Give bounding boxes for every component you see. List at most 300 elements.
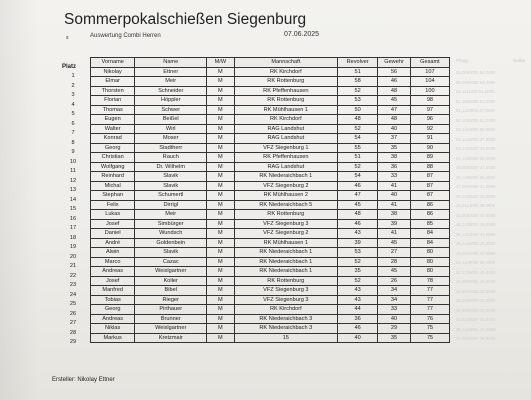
faded-value-row: 52,1200000 45,0000	[456, 269, 496, 275]
cell-gewehr: 41	[378, 200, 411, 210]
cell-revolver: 52	[338, 162, 378, 172]
platz-number: 28	[69, 329, 77, 336]
cell-name: Koller	[135, 276, 207, 286]
cell-gewehr: 56	[378, 67, 411, 77]
platz-number: 15	[69, 206, 77, 212]
cell-vorname: Thomas	[91, 105, 135, 115]
results-table	[90, 57, 450, 343]
table-row	[91, 124, 450, 134]
cell-revolver: 40	[338, 333, 378, 343]
cell-gesamt: 92	[410, 124, 449, 134]
table-row	[91, 210, 450, 220]
cell-name: Bibel	[135, 286, 207, 296]
faded-value-row: 44,0120000 40,0000	[456, 317, 496, 322]
table-row	[91, 276, 450, 286]
cell-revolver: 53	[338, 96, 378, 106]
document-subtitle: Auswertung Combi Herren	[90, 33, 161, 39]
cell-mannschaft: RK Rottenburg	[234, 77, 337, 87]
table-row	[91, 333, 450, 343]
cell-mw: M	[207, 200, 234, 210]
cell-gesamt: 97	[410, 105, 449, 115]
cell-vorname: Markus	[91, 333, 135, 343]
cell-mw: M	[207, 86, 234, 96]
cell-revolver: 43	[338, 295, 378, 305]
cell-name: Slavik	[135, 172, 207, 182]
platz-number: 1	[71, 73, 75, 79]
table-row	[91, 172, 450, 182]
faded-value-row: 45,0000000 38,0000	[456, 279, 496, 284]
cell-mw: M	[207, 134, 234, 144]
cell-mannschaft: RK Pfeffenhausen	[234, 153, 337, 163]
table-row	[91, 67, 450, 77]
platz-number: 25	[69, 301, 77, 307]
table-row	[91, 181, 450, 191]
faded-value-row: 43,9000000 33,0000	[456, 307, 496, 313]
header-name: Name	[135, 58, 207, 68]
cell-mw: M	[207, 267, 234, 277]
faded-header-label: Gelbe	[512, 58, 525, 63]
cell-name: Dirrigl	[135, 200, 207, 210]
cell-mannschaft: 15	[234, 333, 337, 343]
cell-name: Schwer	[135, 105, 207, 115]
cell-name: Stadtherr	[135, 143, 207, 153]
cell-gewehr: 48	[378, 86, 411, 96]
platz-number: 14	[69, 196, 77, 203]
cell-gewehr: 40	[378, 124, 411, 134]
cell-name: Weixlgartner	[135, 324, 207, 334]
cell-mannschaft: RK Mühlhausen 2	[234, 191, 337, 201]
cell-gesamt: 98	[410, 96, 449, 106]
platz-column	[62, 72, 84, 348]
cell-mw: M	[207, 115, 234, 125]
cell-gewehr: 48	[378, 115, 411, 125]
cell-gesamt: 107	[410, 67, 449, 77]
table-row	[91, 105, 450, 115]
cell-name: Höppler	[135, 96, 207, 106]
faded-value-row: 48,0000000 42,0000	[456, 250, 496, 256]
cell-gesamt: 96	[410, 115, 449, 125]
cell-vorname: Josef	[91, 276, 135, 286]
faded-value-row: 49,1405000 55,0000	[456, 174, 496, 180]
cell-gesamt: 85	[410, 219, 449, 229]
cell-gewehr: 27	[378, 248, 411, 258]
cell-mw: M	[207, 191, 234, 201]
cell-gesamt: 75	[410, 324, 449, 334]
cell-name: Rieger	[135, 295, 207, 305]
table-body	[91, 67, 450, 343]
faded-value-row: 55,0000000 54,0000	[456, 70, 496, 75]
faded-value-row: 51,1110000 47,0000	[456, 108, 495, 113]
cell-name: Beißel	[135, 115, 207, 125]
table-row	[91, 238, 450, 248]
cell-revolver: 46	[338, 324, 378, 334]
platz-number: 8	[71, 139, 75, 146]
faded-value-row: 48,0000000 47,0000	[456, 165, 496, 170]
platz-number: 16	[69, 215, 77, 222]
cell-vorname: Florian	[91, 96, 135, 106]
cell-vorname: Georg	[91, 143, 135, 153]
header-gewehr: Gewehr	[378, 58, 411, 68]
faded-value-row: 42,0000000 35,0000	[456, 336, 496, 341]
cell-name: Schumertl	[135, 191, 207, 201]
table-row	[91, 295, 450, 305]
cell-mw: M	[207, 333, 234, 343]
platz-number: 10	[69, 158, 77, 165]
cell-gewehr: 47	[378, 105, 411, 115]
cell-mannschaft: RK Rottenburg	[234, 210, 337, 220]
cell-name: Goldenbein	[135, 238, 207, 248]
cell-mw: M	[207, 162, 234, 172]
cell-mannschaft: RK Kirchdorf	[234, 115, 337, 125]
cell-name: Simbürger	[135, 219, 207, 229]
cell-revolver: 45	[338, 200, 378, 210]
table-row	[91, 77, 450, 87]
table-header-row	[91, 58, 450, 68]
cell-vorname: Michal	[91, 181, 135, 191]
faded-value-row: 58,0000000 54,0000	[456, 79, 496, 85]
cell-name: Wundsch	[135, 229, 207, 239]
cell-mw: M	[207, 181, 234, 191]
subtitle-mark: s	[66, 35, 69, 41]
platz-number: 21	[69, 263, 77, 269]
cell-gesamt: 86	[410, 200, 449, 210]
cell-mw: M	[207, 172, 234, 182]
cell-name: Kretzmair	[135, 333, 207, 343]
table-row	[91, 200, 450, 210]
faded-value-row: 46,1410000 42,0000	[456, 193, 496, 199]
cell-gesamt: 77	[410, 295, 449, 305]
cell-gesamt: 89	[410, 153, 449, 163]
table-row	[91, 248, 450, 258]
cell-gesamt: 88	[410, 162, 449, 172]
cell-mannschaft: RK Mühlhausen 1	[234, 105, 337, 115]
platz-number: 26	[69, 310, 77, 317]
platz-header: Platz	[62, 64, 77, 70]
cell-gesamt: 78	[410, 276, 449, 286]
cell-gesamt: 80	[410, 267, 449, 277]
table-row	[91, 153, 450, 163]
platz-number: 17	[69, 225, 77, 231]
cell-gesamt: 91	[410, 134, 449, 144]
cell-mannschaft: VFZ Siegenburg 2	[234, 229, 337, 239]
cell-mannschaft: RK Kirchdorf	[234, 67, 337, 77]
cell-vorname: Josef	[91, 219, 135, 229]
faded-value-row: 42,9000000 34,0000	[456, 288, 496, 294]
cell-vorname: Georg	[91, 305, 135, 315]
cell-mannschaft: VFZ Siegenburg 3	[234, 295, 337, 305]
cell-mw: M	[207, 219, 234, 229]
cell-gesamt: 77	[410, 305, 449, 315]
cell-vorname: Andreas	[91, 267, 135, 277]
cell-name: Weixlgartner	[135, 267, 207, 277]
cell-mannschaft: RK Kirchdorf	[234, 305, 337, 315]
platz-number: 12	[69, 177, 77, 184]
cell-mw: M	[207, 105, 234, 115]
cell-revolver: 48	[338, 210, 378, 220]
faded-value-row: 54,1111000 51,0000	[456, 89, 495, 94]
cell-gesamt: 104	[410, 77, 449, 87]
cell-gesamt: 84	[410, 238, 449, 248]
cell-vorname: Lukas	[91, 210, 135, 220]
faded-value-row: 46,1416000 45,0000	[456, 241, 496, 246]
cell-revolver: 50	[338, 105, 378, 115]
cell-name: Wirl	[135, 124, 207, 134]
cell-mw: M	[207, 153, 234, 163]
cell-vorname: Nikolay	[91, 67, 135, 77]
cell-mw: M	[207, 67, 234, 77]
cell-gewehr: 40	[378, 191, 411, 201]
platz-number: 27	[69, 320, 77, 326]
cell-gewehr: 26	[378, 276, 411, 286]
cell-gewehr: 45	[378, 96, 411, 106]
cell-mannschaft: RK Niederaichbach 3	[234, 324, 337, 334]
cell-name: Pirthauer	[135, 305, 207, 315]
cell-mw: M	[207, 305, 234, 315]
cell-mw: M	[207, 238, 234, 248]
cell-gewehr: 33	[378, 172, 411, 182]
cell-mannschaft: VFZ Siegenburg 1	[234, 143, 337, 153]
document-title: Sommerpokalschießen Siegenburg	[64, 11, 307, 28]
cell-gewehr: 38	[378, 210, 411, 220]
cell-gewehr: 40	[378, 314, 411, 324]
cell-revolver: 39	[338, 238, 378, 248]
faded-value-row: 52,1500000 53,0000	[456, 98, 496, 104]
cell-gesamt: 77	[410, 286, 449, 296]
cell-revolver: 47	[338, 191, 378, 201]
cell-vorname: Marco	[91, 257, 135, 267]
cell-gewehr: 29	[378, 324, 411, 334]
faded-value-row: 50,1000000 51,0000	[456, 117, 496, 123]
cell-name: Schneider	[135, 86, 207, 96]
cell-gesamt: 87	[410, 191, 449, 201]
cell-revolver: 53	[338, 248, 378, 258]
platz-number: 11	[70, 168, 76, 174]
cell-gewehr: 36	[378, 162, 411, 172]
cell-gesamt: 80	[410, 257, 449, 267]
cell-mannschaft: RK Niederaichbach 3	[234, 314, 337, 324]
cell-mw: M	[207, 286, 234, 296]
cell-mw: M	[207, 257, 234, 267]
cell-revolver: 54	[338, 172, 378, 182]
cell-revolver: 55	[338, 143, 378, 153]
platz-number: 29	[69, 339, 77, 345]
platz-number: 20	[69, 253, 77, 260]
cell-mw: M	[207, 77, 234, 87]
cell-revolver: 52	[338, 257, 378, 267]
faded-header	[456, 58, 531, 68]
cell-name: Moser	[135, 134, 207, 144]
cell-gewehr: 34	[378, 295, 411, 305]
table-row	[91, 305, 450, 315]
platz-number: 5	[71, 111, 75, 117]
faded-value-row: 52,1100000 40,0000	[456, 260, 496, 265]
cell-mannschaft: RK Niederaichbach 1	[234, 248, 337, 258]
cell-mannschaft: RAG Landshut	[234, 124, 337, 134]
cell-vorname: Christian	[91, 153, 135, 163]
cell-revolver: 43	[338, 229, 378, 239]
table-row	[91, 134, 450, 144]
cell-vorname: Wolfgang	[91, 162, 135, 172]
cell-revolver: 46	[338, 181, 378, 191]
cell-gesamt: 76	[410, 314, 449, 324]
cell-mannschaft: RK Niederaichbach 1	[234, 267, 337, 277]
cell-name: Rauch	[135, 153, 207, 163]
cell-vorname: Konrad	[91, 134, 135, 144]
table-row	[91, 86, 450, 96]
table-row	[91, 257, 450, 267]
cell-revolver: 52	[338, 124, 378, 134]
platz-number: 6	[71, 120, 75, 127]
cell-revolver: 46	[338, 219, 378, 229]
cell-gewehr: 46	[378, 77, 411, 87]
cell-mannschaft: RK Pfeffenhausen	[234, 86, 337, 96]
cell-gesamt: 75	[410, 333, 449, 343]
cell-gesamt: 86	[410, 210, 449, 220]
cell-name: Dr. Wilhelm	[135, 162, 207, 172]
faded-value-row: 47,0000000 41,0000	[456, 184, 496, 189]
cell-gewehr: 41	[378, 181, 411, 191]
cell-mw: M	[207, 248, 234, 258]
cell-vorname: Thorsten	[91, 86, 135, 96]
platz-number: 2	[71, 82, 75, 89]
cell-mannschaft: RK Rottenburg	[234, 96, 337, 106]
table-row	[91, 286, 450, 296]
faded-value-row: 50,1410000 50,0000	[456, 127, 496, 132]
cell-gewehr: 37	[378, 134, 411, 144]
faded-value-row: 46,1413000 41,0000	[456, 231, 496, 237]
cell-revolver: 36	[338, 314, 378, 324]
cell-gesamt: 84	[410, 229, 449, 239]
cell-mw: M	[207, 96, 234, 106]
cell-revolver: 51	[338, 153, 378, 163]
faded-value-row: 46,1410000 39,0000	[456, 222, 496, 227]
faded-value-row: 54,1410000 37,0000	[456, 136, 496, 142]
platz-number: 7	[71, 130, 75, 136]
cell-vorname: Niklas	[91, 324, 135, 334]
faded-value-row: 46,0000000 40,0000	[456, 212, 496, 218]
cell-name: Cazac	[135, 257, 207, 267]
header-mannschaft: Mannschaft	[234, 58, 337, 68]
table-row	[91, 162, 450, 172]
cell-mw: M	[207, 276, 234, 286]
cell-revolver: 52	[338, 86, 378, 96]
cell-vorname: Manfred	[91, 286, 135, 296]
platz-number: 3	[71, 92, 75, 98]
cell-revolver: 48	[338, 115, 378, 125]
cell-gewehr: 28	[378, 257, 411, 267]
header-vorname: Vorname	[91, 58, 135, 68]
cell-vorname: Elmar	[91, 77, 135, 87]
faded-adjacent-columns	[456, 58, 531, 344]
cell-vorname: Tobias	[91, 295, 135, 305]
cell-name: Ettner	[135, 67, 207, 77]
cell-mw: M	[207, 210, 234, 220]
document-date: 07.06.2025	[284, 31, 320, 38]
table-row	[91, 115, 450, 125]
page-shadow	[0, 0, 40, 400]
cell-vorname: Alwin	[91, 248, 135, 258]
cell-revolver: 43	[338, 286, 378, 296]
cell-vorname: Felix	[91, 200, 135, 210]
table-row	[91, 219, 450, 229]
cell-mannschaft: RK Mühlhausen 1	[234, 238, 337, 248]
cell-gesamt: 80	[410, 248, 449, 258]
cell-gewehr: 35	[378, 143, 411, 153]
cell-revolver: 54	[338, 134, 378, 144]
platz-number: 18	[69, 234, 77, 241]
platz-number: 22	[69, 272, 77, 279]
cell-revolver: 44	[338, 305, 378, 315]
header-mw: M/W	[207, 58, 234, 68]
platz-number: 4	[71, 101, 75, 108]
cell-mw: M	[207, 143, 234, 153]
table-row	[91, 96, 450, 106]
faded-value-row: 46,1410000 29,0000	[456, 326, 496, 332]
header-revolver: Revolver	[338, 58, 378, 68]
cell-mannschaft: RAG Landshut	[234, 134, 337, 144]
cell-mannschaft: VFZ Siegenburg 3	[234, 286, 337, 296]
faded-values	[456, 68, 531, 344]
cell-vorname: André	[91, 238, 135, 248]
cell-mw: M	[207, 324, 234, 334]
cell-gesamt: 87	[410, 181, 449, 191]
table-row	[91, 229, 450, 239]
cell-vorname: Andreas	[91, 314, 135, 324]
header-gesamt: Gesamt	[410, 58, 449, 68]
cell-gesamt: 90	[410, 143, 449, 153]
cell-gewehr: 39	[378, 219, 411, 229]
faded-value-row: 43,1000000 34,0000	[456, 298, 496, 303]
platz-number: 24	[69, 291, 77, 298]
cell-revolver: 51	[338, 67, 378, 77]
cell-mannschaft: RK Niederaichbach 5	[234, 200, 337, 210]
table-row	[91, 324, 450, 334]
cell-mannschaft: RK Rottenburg	[234, 276, 337, 286]
cell-gewehr: 45	[378, 267, 411, 277]
cell-gewehr: 33	[378, 305, 411, 315]
cell-mannschaft: VFZ Siegenburg 3	[234, 219, 337, 229]
cell-mannschaft: VFZ Siegenburg 2	[234, 181, 337, 191]
cell-name: Meir	[135, 77, 207, 87]
cell-revolver: 58	[338, 77, 378, 87]
cell-gewehr: 35	[378, 333, 411, 343]
cell-gewehr: 38	[378, 153, 411, 163]
cell-name: Slavik	[135, 181, 207, 191]
cell-vorname: Reinhard	[91, 172, 135, 182]
platz-number: 19	[69, 244, 77, 250]
table-row	[91, 314, 450, 324]
cell-mannschaft: RAG Landshut	[234, 162, 337, 172]
platz-number: 23	[69, 282, 77, 288]
cell-vorname: Eugen	[91, 115, 135, 125]
table-row	[91, 143, 450, 153]
cell-name: Meir	[135, 210, 207, 220]
cell-mannschaft: RK Niederaichbach 1	[234, 257, 337, 267]
cell-revolver: 52	[338, 276, 378, 286]
cell-mw: M	[207, 314, 234, 324]
faded-value-row: 45,0114000 39,0000	[456, 203, 496, 208]
cell-name: Brunner	[135, 314, 207, 324]
cell-revolver: 35	[338, 267, 378, 277]
cell-name: Slavik	[135, 248, 207, 258]
cell-mw: M	[207, 124, 234, 134]
cell-gewehr: 34	[378, 286, 411, 296]
cell-gewehr: 41	[378, 229, 411, 239]
cell-gesamt: 87	[410, 172, 449, 182]
cell-gewehr: 45	[378, 238, 411, 248]
faded-value-row: 54,1410000 44,0000	[456, 146, 496, 151]
cell-gesamt: 100	[410, 86, 449, 96]
